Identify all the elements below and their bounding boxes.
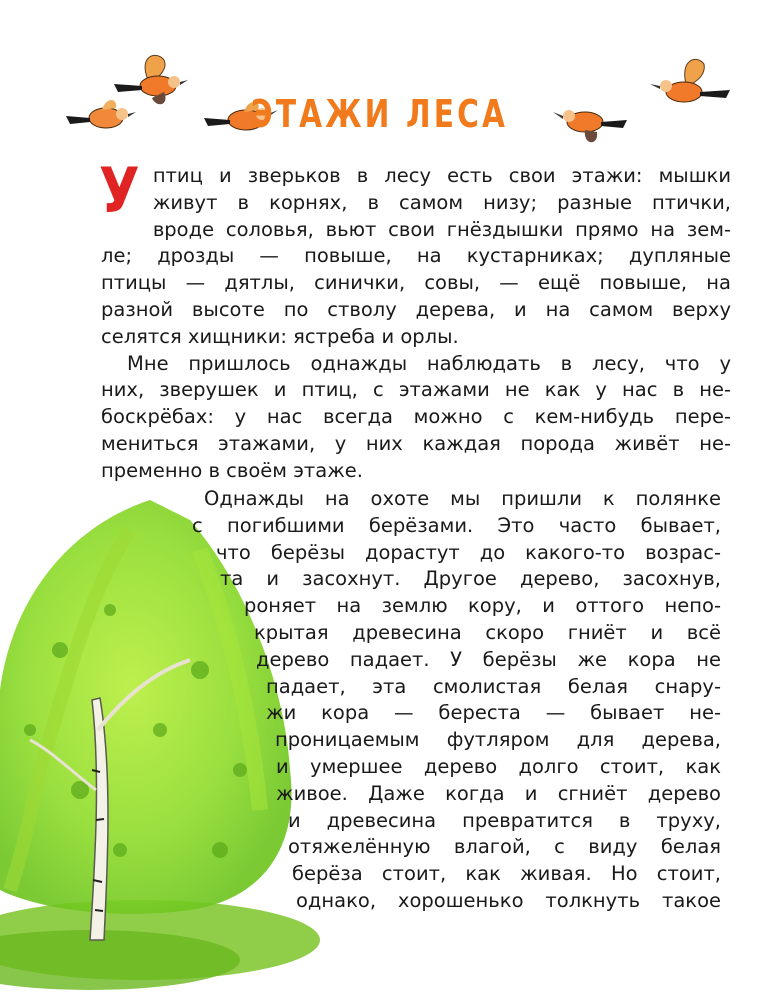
text-line: вроде соловья, вьют свои гнёздышки прямо на зем- bbox=[152, 217, 731, 241]
text-line: однако, хорошенько толкнуть такое bbox=[296, 889, 721, 912]
paragraph bbox=[101, 351, 731, 485]
text-line: что берёзы дорастут до какого-то возрас- bbox=[216, 540, 721, 564]
text-line: и древесина превратится в труху, bbox=[288, 808, 721, 832]
text-line: Мне пришлось однажды наблюдать в лесу, что у bbox=[127, 351, 731, 375]
text-line: боскрёбах: у нас всегда можно с кем-нибудь пере- bbox=[101, 405, 731, 429]
text-block bbox=[99, 154, 731, 485]
text-line: Однажды на охоте мы пришли к полянке bbox=[204, 487, 721, 510]
text-line: них, зверушек и птиц, с этажами не как у нас в не- bbox=[101, 378, 731, 402]
text-line: мениться этажами, у них каждая порода живёт не- bbox=[101, 431, 731, 455]
text-line: и умершее дерево долго стоит, как bbox=[276, 755, 721, 778]
text-line: пременно в своём этаже. bbox=[101, 458, 363, 482]
paragraph bbox=[99, 154, 731, 351]
page-title: ЭТАЖИ ЛЕСА bbox=[250, 92, 509, 136]
text-line: проницаемым футляром для дерева, bbox=[275, 728, 721, 752]
text-line: селятся хищники: ястреба и орлы. bbox=[101, 324, 459, 348]
text-line: отяжелённую влагой, с виду белая bbox=[288, 835, 721, 859]
drop-cap: У bbox=[99, 154, 140, 227]
text-line: птицы — дятлы, синички, совы, — ещё повыше, на bbox=[101, 271, 731, 295]
text-line: падает, эта смолистая белая снару- bbox=[266, 674, 721, 698]
text-line: та и засохнут. Другое дерево, засохнув, bbox=[220, 567, 721, 591]
text-line: живое. Даже когда и сгниёт дерево bbox=[276, 781, 721, 805]
text-line: крытая древесина скоро гниёт и всё bbox=[254, 621, 721, 644]
text-line: жи кора — береста — бывает не- bbox=[266, 701, 721, 725]
text-line: с погибшими берёзами. Это часто бывает, bbox=[192, 513, 721, 537]
text-line: ле; дрозды — повыше, на кустарниках; дупляные bbox=[101, 244, 731, 268]
text-line: берёза стоит, как живая. Но стоит, bbox=[292, 862, 721, 886]
text-line: дерево падает. У берёзы же кора не bbox=[256, 647, 721, 671]
text-line: разной высоте по стволу дерева, и на самом верху bbox=[101, 297, 731, 321]
text-line: живут в корнях, в самом низу; разные птички, bbox=[152, 190, 731, 214]
text-line: птиц и зверьков в лесу есть свои этажи: мышки bbox=[152, 164, 731, 187]
paragraph bbox=[0, 486, 721, 916]
text-line: роняет на землю кору, и оттого непо- bbox=[244, 594, 721, 618]
